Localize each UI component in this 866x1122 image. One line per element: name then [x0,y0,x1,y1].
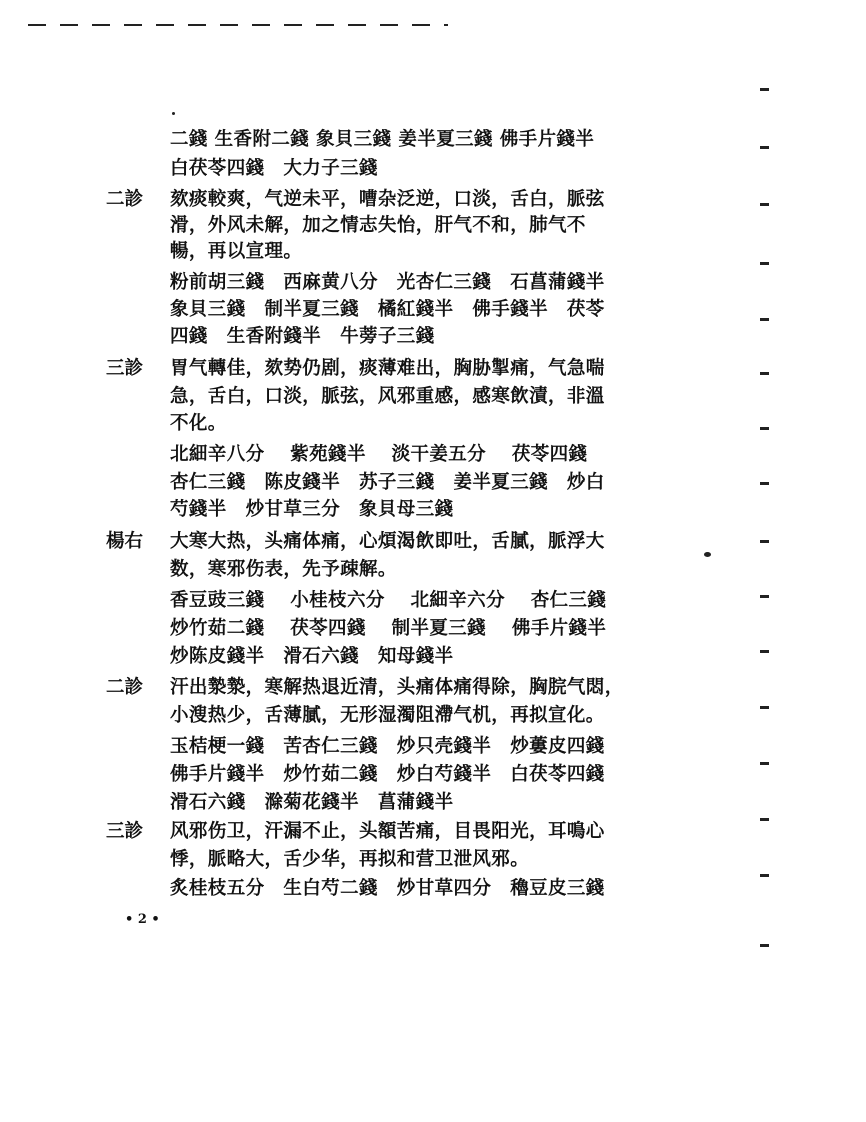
margin-mark [760,706,769,709]
entry-label: 楊右 [106,531,144,552]
margin-mark [760,318,769,321]
margin-mark [760,874,769,877]
text-line: 佛手片錢半 炒竹茹二錢 炒白芍錢半 白茯苓四錢 [170,764,605,785]
entry-label: 二診 [106,189,144,210]
margin-mark [760,88,769,91]
margin-mark [760,203,769,206]
text-line: 香豆豉三錢 小桂枝六分 北細辛六分 杏仁三錢 [170,590,607,611]
text-line: 欬痰較爽，气逆未平，嘈杂泛逆，口淡，舌白，脈弦 [170,189,605,210]
text-line: 数，寒邪伤表，先予疎解。 [170,559,397,580]
text-line: 二錢 生香附二錢 象貝三錢 姜半夏三錢 佛手片錢半 [170,129,595,150]
text-line: 大寒大热，头痛体痛，心煩渴飲即吐，舌膩，脈浮大 [170,531,605,552]
text-line: 炒竹茹二錢 茯苓四錢 制半夏三錢 佛手片錢半 [170,618,607,639]
text-line: 四錢 生香附錢半 牛蒡子三錢 [170,326,435,347]
text-line: 汗出漐漐，寒解热退近清，头痛体痛得除，胸脘气悶， [170,677,624,698]
entry-label: 二診 [106,677,144,698]
margin-mark [760,482,769,485]
text-line: 滑石六錢 滁菊花錢半 菖蒲錢半 [170,792,454,813]
text-line: 杏仁三錢 陈皮錢半 苏子三錢 姜半夏三錢 炒白 [170,472,605,493]
margin-mark [760,650,769,653]
entry-label: 三診 [106,821,144,842]
margin-mark [760,595,769,598]
page-number: • 2 • [125,912,160,927]
ink-speck [704,552,711,557]
margin-mark [760,762,769,765]
margin-mark [760,262,769,265]
margin-mark [760,944,769,947]
text-line: 玉桔梗一錢 苦杏仁三錢 炒只壳錢半 炒蔞皮四錢 [170,736,605,757]
header-dashed-rule [28,24,448,26]
ink-speck [172,112,175,115]
text-line: 不化。 [170,413,227,434]
text-line: 小溲热少，舌薄膩，无形湿濁阻滯气机，再拟宣化。 [170,705,605,726]
text-line: 白茯苓四錢 大力子三錢 [170,158,378,179]
text-line: 粉前胡三錢 西麻黄八分 光杏仁三錢 石菖蒲錢半 [170,272,605,293]
margin-mark [760,540,769,543]
text-line: 暢，再以宣理。 [170,241,303,262]
text-line: 炒陈皮錢半 滑石六錢 知母錢半 [170,646,454,667]
margin-mark [760,146,769,149]
text-line: 芍錢半 炒甘草三分 象貝母三錢 [170,499,454,520]
margin-mark [760,427,769,430]
text-line: 象貝三錢 制半夏三錢 橘紅錢半 佛手錢半 茯苓 [170,299,605,320]
text-line: 滑，外风未解，加之情志失怡，肝气不和，肺气不 [170,215,586,236]
text-line: 胃气轉佳，欬势仍剧，痰薄难出，胸胁掣痛，气急喘 [170,358,605,379]
margin-mark [760,818,769,821]
text-line: 急，舌白，口淡，脈弦，风邪重感，感寒飲漬，非溫 [170,386,605,407]
text-line: 北細辛八分 紫苑錢半 淡干姜五分 茯苓四錢 [170,444,588,465]
margin-mark [760,372,769,375]
text-line: 悸，脈略大，舌少华，再拟和营卫泄风邪。 [170,849,530,870]
entry-label: 三診 [106,358,144,379]
text-line: 炙桂枝五分 生白芍二錢 炒甘草四分 穭豆皮三錢 [170,878,605,899]
text-line: 风邪伤卫，汗漏不止，头額苦痛，目畏阳光，耳鳴心 [170,821,605,842]
